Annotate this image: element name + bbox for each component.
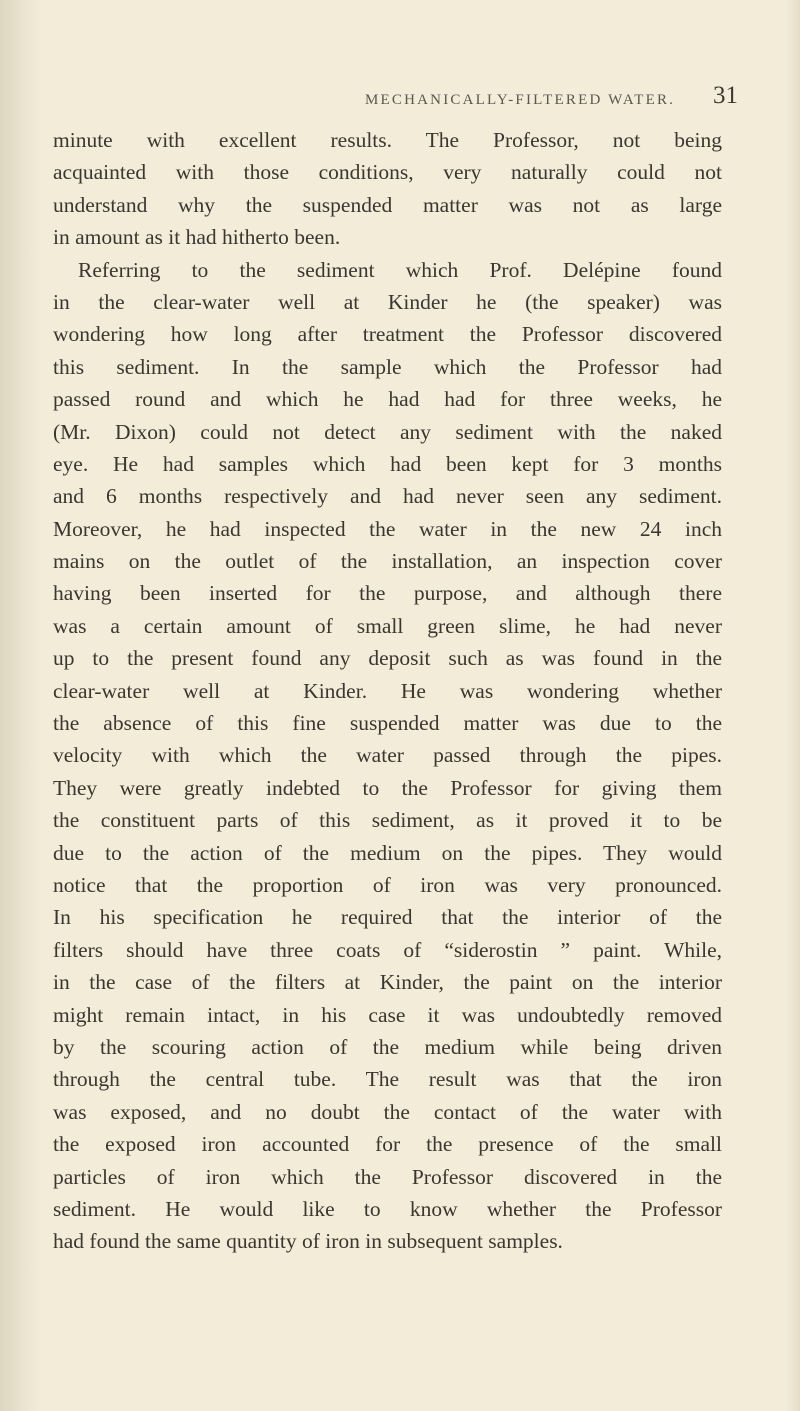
page-edge-shadow-right (786, 0, 800, 1411)
text-line: the exposed iron accounted for the presence of the small (53, 1132, 722, 1157)
text-line: in amount as it had hitherto been. (53, 225, 341, 250)
page-number: 31 (713, 82, 738, 109)
text-line: wondering how long after treatment the Professor discovered (53, 322, 722, 347)
text-line: by the scouring action of the medium while being driven (53, 1034, 722, 1059)
text-line: In his specification he required that the interior of the (53, 905, 722, 930)
text-line: passed round and which he had had for three weeks, he (53, 387, 722, 412)
text-line: sediment. He would like to know whether the Professor (53, 1196, 722, 1221)
text-line: having been inserted for the purpose, and although there (53, 581, 722, 606)
text-line: notice that the proportion of iron was very pronounced. (53, 872, 722, 897)
text-line: was exposed, and no doubt the contact of the water with (53, 1099, 722, 1124)
text-line: minute with excellent results. The Professor, not being (53, 128, 722, 152)
text-line: had found the same quantity of iron in subsequent samples. (53, 1229, 563, 1254)
text-line: particles of iron which the Professor discovered in the (53, 1164, 722, 1189)
text-line: through the central tube. The result was that the iron (53, 1067, 722, 1092)
text-line: filters should have three coats of “siderostin ” paint. While, (53, 937, 722, 962)
text-line: in the clear-water well at Kinder he (the speaker) was (53, 289, 722, 314)
text-line: Referring to the sediment which Prof. Delépine found (78, 257, 722, 282)
text-line: Moreover, he had inspected the water in the new 24 inch (53, 516, 722, 541)
text-line: clear-water well at Kinder. He was wondering whether (53, 678, 722, 703)
running-head: MECHANICALLY-FILTERED WATER. (365, 92, 676, 108)
page-edge-shadow-left (0, 0, 42, 1411)
text-line: acquainted with those conditions, very naturally could not (53, 160, 722, 185)
text-line: this sediment. In the sample which the Professor had (53, 354, 722, 379)
text-line: the absence of this fine suspended matter was due to the (53, 711, 722, 736)
text-line: velocity with which the water passed through the pipes. (53, 743, 722, 768)
body-text (53, 124, 722, 1258)
text-line: up to the present found any deposit such as was found in the (53, 646, 722, 671)
text-line: and 6 months respectively and had never seen any sediment. (53, 484, 722, 509)
text-line: due to the action of the medium on the pipes. They would (53, 840, 722, 865)
text-line: the constituent parts of this sediment, as it proved it to be (53, 808, 722, 833)
text-line: mains on the outlet of the installation, an inspection cover (53, 549, 722, 574)
text-line: understand why the suspended matter was not as large (53, 192, 722, 217)
text-line: in the case of the filters at Kinder, the paint on the interior (53, 970, 722, 995)
text-line: eye. He had samples which had been kept for 3 months (53, 451, 722, 476)
text-line: They were greatly indebted to the Professor for giving them (53, 775, 722, 800)
text-line: (Mr. Dixon) could not detect any sediment with the naked (53, 419, 722, 444)
text-line: might remain intact, in his case it was undoubtedly removed (53, 1002, 722, 1027)
text-line: was a certain amount of small green slime, he had never (53, 613, 722, 638)
